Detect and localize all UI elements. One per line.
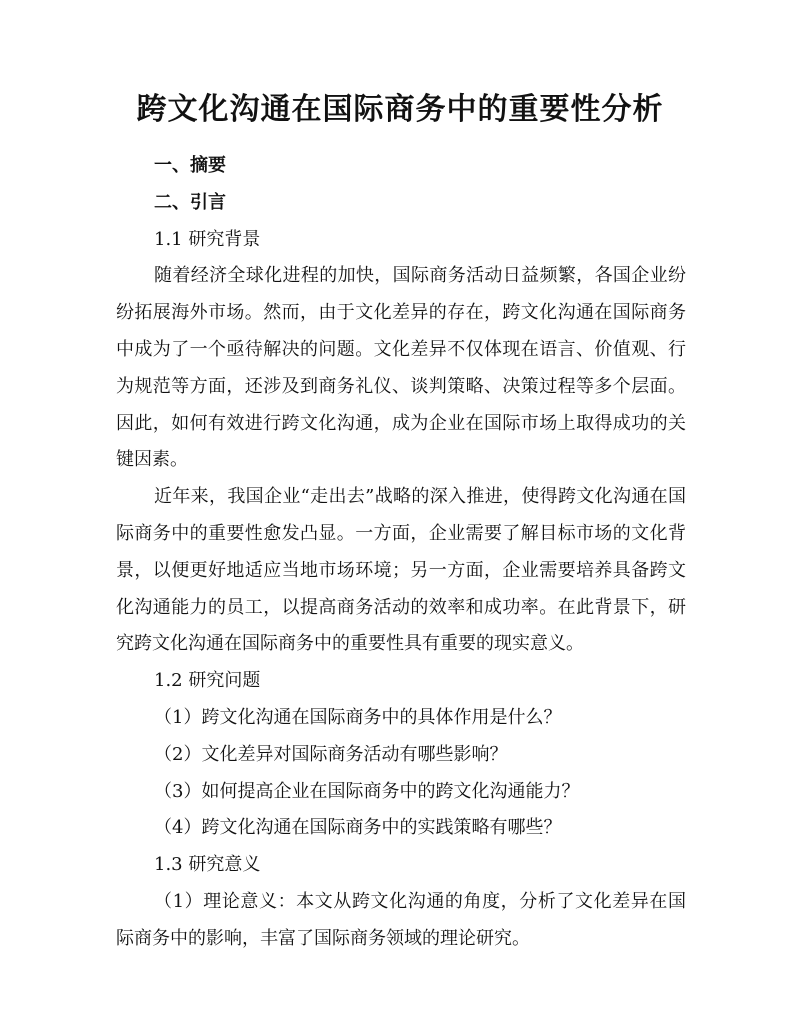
research-questions-heading: 1.2 研究问题 xyxy=(154,670,261,692)
question-2: （2）文化差异对国际商务活动有哪些影响？ xyxy=(154,743,508,765)
research-significance-heading: 1.3 研究意义 xyxy=(154,854,261,876)
significance-paragraph-1: （1）理论意义：本文从跨文化沟通的角度，分析了文化差异在国际商务中的影响，丰富了国际商务领域的理论研究。 xyxy=(116,890,686,949)
question-1: （1）跨文化沟通在国际商务中的具体作用是什么？ xyxy=(154,706,562,728)
background-paragraph-2: 近年来，我国企业“走出去”战略的深入推进，使得跨文化沟通在国际商务中的重要性愈发凸显。一方面，企业需要了解目标市场的文化背景，以便更好地适应当地市场环境；另一方面，企业需要培养具备跨文化沟通能力的员工，以提高商务活动的效率和成功率。在此背景下，研究跨文化沟通在国际商务中的重要性具有重要的现实意义。 xyxy=(116,486,686,655)
question-4: （4）跨文化沟通在国际商务中的实践策略有哪些？ xyxy=(154,817,562,839)
abstract-heading: 一、摘要 xyxy=(154,155,226,176)
document-title: 跨文化沟通在国际商务中的重要性分析 xyxy=(136,92,664,127)
research-background-heading: 1.1 研究背景 xyxy=(154,228,261,250)
background-paragraph-1: 随着经济全球化进程的加快，国际商务活动日益频繁，各国企业纷纷拓展海外市场。然而，由于文化差异的存在，跨文化沟通在国际商务中成为了一个亟待解决的问题。文化差异不仅体现在语言、价值观、行为规范等方面，还涉及到商务礼仪、谈判策略、决策过程等多个层面。因此，如何有效进行跨文化沟通，成为企业在国际市场上取得成功的关键因素。 xyxy=(116,265,686,471)
intro-heading: 二、引言 xyxy=(154,191,226,213)
document-body xyxy=(116,148,686,958)
question-3: （3）如何提高企业在国际商务中的跨文化沟通能力？ xyxy=(154,780,580,802)
